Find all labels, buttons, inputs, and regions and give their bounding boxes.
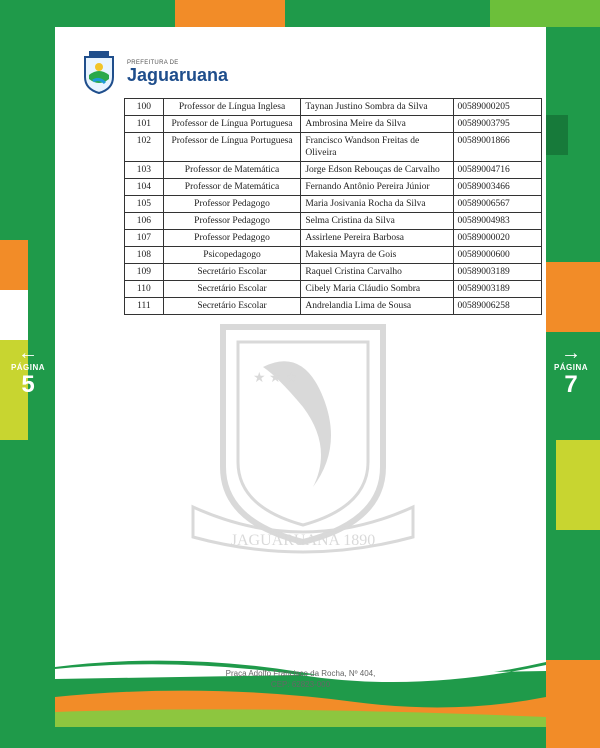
row-name: Taynan Justino Sombra da Silva: [301, 99, 453, 116]
row-code: 00589000600: [453, 247, 542, 264]
bg-left-white: [0, 290, 28, 340]
row-code: 00589003189: [453, 264, 542, 281]
row-role: Secretário Escolar: [163, 281, 301, 298]
footer-address: Praça Adolfo Francisco da Rocha, Nº 404,: [225, 669, 376, 678]
next-page-button[interactable]: [549, 343, 593, 398]
row-role: Professor de Matemática: [163, 179, 301, 196]
bg-top-orange: [175, 0, 285, 27]
svg-text:★ ★ ★: ★ ★ ★: [253, 371, 298, 386]
table-row: [125, 99, 542, 116]
row-number: 101: [125, 116, 164, 133]
crest-icon: [79, 49, 119, 95]
row-role: Psicopedagogo: [163, 247, 301, 264]
table-row: [125, 162, 542, 179]
table-row: [125, 213, 542, 230]
row-code: 00589006258: [453, 298, 542, 315]
table-row: [125, 247, 542, 264]
row-code: 00589003189: [453, 281, 542, 298]
row-name: Assirlene Pereira Barbosa: [301, 230, 453, 247]
row-role: Secretário Escolar: [163, 298, 301, 315]
table-row: [125, 196, 542, 213]
row-role: Professor de Língua Portuguesa: [163, 133, 301, 162]
row-number: 110: [125, 281, 164, 298]
row-role: Professor de Língua Inglesa: [163, 99, 301, 116]
document-page: [55, 27, 546, 727]
org-prefix: PREFEITURA DE: [127, 60, 179, 66]
row-name: Andrelandia Lima de Sousa: [301, 298, 453, 315]
row-code: 00589004983: [453, 213, 542, 230]
row-number: 111: [125, 298, 164, 315]
row-code: 00589006567: [453, 196, 542, 213]
row-name: Francisco Wandson Freitas de Oliveira: [301, 133, 453, 162]
row-number: 102: [125, 133, 164, 162]
arrow-left-icon: ←: [18, 342, 38, 364]
row-role: Professor Pedagogo: [163, 213, 301, 230]
row-name: Fernando Antônio Pereira Júnior: [301, 179, 453, 196]
row-code: 00589000205: [453, 99, 542, 116]
prev-page-number: 5: [21, 371, 35, 398]
table-row: [125, 179, 542, 196]
prev-page-button[interactable]: [6, 343, 50, 398]
row-name: Ambrosina Meire da Silva: [301, 116, 453, 133]
footer-address-block: [55, 668, 546, 690]
table-row: [125, 116, 542, 133]
row-code: 00589000020: [453, 230, 542, 247]
next-page-label: PÁGINA: [553, 363, 589, 372]
row-number: 107: [125, 230, 164, 247]
prev-page-label: PÁGINA: [10, 363, 46, 372]
next-page-number: 7: [564, 371, 578, 398]
row-number: 105: [125, 196, 164, 213]
table-row: [125, 281, 542, 298]
row-number: 100: [125, 99, 164, 116]
table-row: [125, 264, 542, 281]
row-code: 00589001866: [453, 133, 542, 162]
row-code: 00589004716: [453, 162, 542, 179]
row-number: 104: [125, 179, 164, 196]
watermark-crest: [183, 307, 423, 562]
row-name: Jorge Edson Rebouças de Carvalho: [301, 162, 453, 179]
watermark-text: JAGUARUANA 1890: [230, 532, 376, 549]
bg-bottom-orange: [546, 660, 600, 748]
table-row: [125, 298, 542, 315]
bg-left-orange: [0, 240, 28, 290]
table-row: [125, 230, 542, 247]
org-name: Jaguaruana: [127, 65, 229, 85]
row-number: 106: [125, 213, 164, 230]
row-number: 103: [125, 162, 164, 179]
bg-top-right-green: [490, 0, 600, 27]
table-row: [125, 133, 542, 162]
municipal-logo: [79, 49, 228, 95]
row-role: Professor Pedagogo: [163, 230, 301, 247]
row-name: Selma Cristina da Silva: [301, 213, 453, 230]
bg-right-orange: [546, 262, 600, 332]
row-number: 108: [125, 247, 164, 264]
bg-right-yellow: [556, 440, 600, 530]
bg-right-darkgreen: [546, 115, 568, 155]
row-code: 00589003795: [453, 116, 542, 133]
row-role: Professor de Língua Portuguesa: [163, 116, 301, 133]
row-role: Professor Pedagogo: [163, 196, 301, 213]
row-name: Cibely Maria Cláudio Sombra: [301, 281, 453, 298]
row-name: Makesia Mayra de Gois: [301, 247, 453, 264]
row-number: 109: [125, 264, 164, 281]
footer-cep: CEP: 62823-000: [270, 680, 331, 689]
row-code: 00589003466: [453, 179, 542, 196]
row-name: Maria Josivania Rocha da Silva: [301, 196, 453, 213]
row-name: Raquel Cristina Carvalho: [301, 264, 453, 281]
roster-table: [124, 98, 542, 315]
arrow-right-icon: →: [561, 342, 581, 364]
row-role: Professor de Matemática: [163, 162, 301, 179]
row-role: Secretário Escolar: [163, 264, 301, 281]
